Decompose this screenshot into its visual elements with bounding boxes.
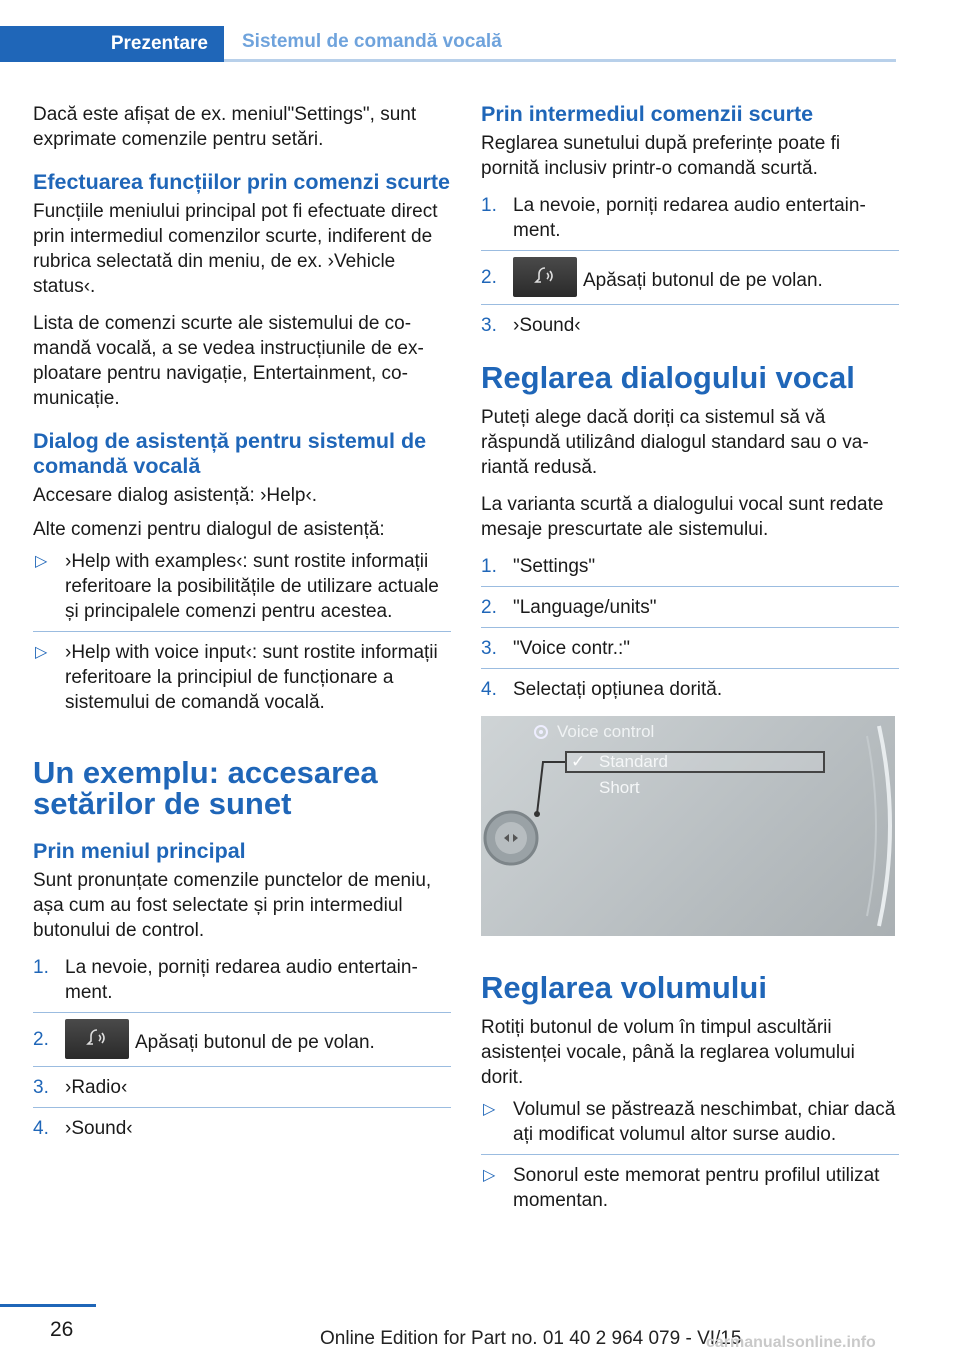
heading-main-menu: Prin meniul principal xyxy=(33,839,246,863)
list-item: ▷ ›Help with voice input‹: sunt rostite informații referitoare la principiul de funcționare a sistemului de comandă vocală. xyxy=(35,642,438,713)
option-standard: Standard xyxy=(599,752,668,771)
voice-dialog-steps xyxy=(481,554,899,702)
short-command-paragraph: Reglarea sunetului după preferințe poate fi pornită inclusiv printr-o comandă scurtă. xyxy=(481,133,841,179)
list-item: 4. ›Sound‹ xyxy=(33,1118,133,1139)
volume-paragraph: Rotiți butonul de volum în timpul ascultării asistenței vocale, până la reglarea volumului dorit. xyxy=(481,1017,855,1088)
heading-voice-dialog: Reglarea dialogului vocal xyxy=(481,360,855,395)
triangle-bullet-icon: ▷ xyxy=(483,1101,496,1118)
list-divider xyxy=(33,1107,451,1108)
heading-example: Un exemplu: accesarea setărilor de sunet xyxy=(33,755,378,821)
heading-volume: Reglarea volumului xyxy=(481,970,767,1005)
list-item: ▷ Volumul se păstrează neschimbat, chiar dacă ați modificat volumul altor surse audio. xyxy=(483,1099,896,1145)
list-divider xyxy=(33,1012,451,1013)
controller-graphic xyxy=(481,716,895,936)
short-command-steps xyxy=(481,193,899,338)
help-list xyxy=(33,549,451,715)
heading-short-commands: Efectuarea funcțiilor prin comenzi scurte xyxy=(33,170,450,194)
list-divider xyxy=(33,1066,451,1067)
list-divider xyxy=(481,586,899,587)
list-item: 2. Apăsați butonul de pe volan. xyxy=(33,1027,451,1059)
edition-text: Online Edition for Part no. 01 40 2 964 079 - VI/15 xyxy=(320,1328,742,1349)
help-paragraph-2: Alte comenzi pentru dialogul de asistență: xyxy=(33,519,385,540)
heading-help-dialog: Dialog de asistență pentru sistemul de comandă vocală xyxy=(33,429,427,478)
right-column xyxy=(481,102,899,1225)
voice-button-icon xyxy=(65,1019,129,1059)
left-column xyxy=(33,102,451,1153)
voice-button-icon xyxy=(513,257,577,297)
intro-paragraph: Dacă este afișat de ex. meniul"Settings", sunt exprimate comenzile pentru setări. xyxy=(33,104,417,150)
checkmark-icon: ✓ xyxy=(571,752,586,771)
option-short: Short xyxy=(599,778,640,797)
screen-title: Voice control xyxy=(557,722,655,741)
list-divider xyxy=(481,250,899,251)
list-item: 1. La nevoie, porniți redarea audio entertainment. xyxy=(33,957,418,1003)
triangle-bullet-icon: ▷ xyxy=(35,553,48,570)
list-item: 3. "Voice contr.:" xyxy=(481,638,630,659)
volume-list xyxy=(481,1097,899,1213)
header-section-tab xyxy=(0,26,224,62)
heading-short-command: Prin intermediul comenzii scurte xyxy=(481,102,814,126)
list-divider xyxy=(481,668,899,669)
header-section-label: Prezentare xyxy=(110,33,208,54)
list-item: 3. ›Radio‹ xyxy=(33,1077,128,1098)
main-menu-steps xyxy=(33,955,451,1141)
list-item: 1. "Settings" xyxy=(481,556,596,577)
list-item: 3. ›Sound‹ xyxy=(481,315,581,336)
main-menu-paragraph: Sunt pronunțate comenzile punctelor de meniu, așa cum au fost selectate și prin intermediul butonului de control. xyxy=(33,870,432,941)
list-divider xyxy=(33,631,451,632)
watermark: carmanualsonline.info xyxy=(706,1334,876,1351)
voice-control-screen xyxy=(481,716,895,936)
list-divider xyxy=(481,1154,899,1155)
triangle-bullet-icon: ▷ xyxy=(35,644,48,661)
list-divider xyxy=(481,304,899,305)
voice-dialog-paragraph-2: La varianta scurtă a dialogului vocal sunt redate mesaje prescurtate ale sistemului. xyxy=(481,494,884,540)
triangle-bullet-icon: ▷ xyxy=(483,1167,496,1184)
page-number: 26 xyxy=(50,1318,74,1341)
list-item: ▷ Sonorul este memorat pentru profilul utilizat momentan. xyxy=(483,1165,880,1211)
header-rule xyxy=(224,59,896,62)
voice-dialog-paragraph-1: Puteți alege dacă doriți ca sistemul să vă răspundă utilizând dialogul standard sau o variantă redusă. xyxy=(481,407,869,478)
list-item: 4. Selectați opțiunea dorită. xyxy=(481,679,723,700)
header-chapter-label: Sistemul de comandă vocală xyxy=(242,31,502,52)
list-divider xyxy=(481,627,899,628)
list-item: 2. Apăsați butonul de pe volan. xyxy=(481,265,899,297)
help-paragraph-1: Accesare dialog asistență: ›Help‹. xyxy=(33,485,318,506)
list-item: ▷ ›Help with examples‹: sunt rostite informații referitoare la posibilitățile de utilizare actuale și principalele comenzi pentru acestea. xyxy=(35,551,439,622)
list-item: 2. "Language/units" xyxy=(481,597,657,618)
short-commands-paragraph-1: Funcțiile meniului principal pot fi efectuate direct prin intermediul comenzilor scurte, indiferent de rubrica selectată din meniu, de ex. ›Vehicle status‹. xyxy=(33,201,438,297)
list-item: 1. La nevoie, porniți redarea audio entertainment. xyxy=(481,195,866,241)
short-commands-paragraph-2: Lista de comenzi scurte ale sistemului de comandă vocală, a se vedea instrucțiunile de exploatare pentru navigație, Entertainment, comunicație. xyxy=(33,313,424,409)
footer-rule xyxy=(0,1304,96,1307)
